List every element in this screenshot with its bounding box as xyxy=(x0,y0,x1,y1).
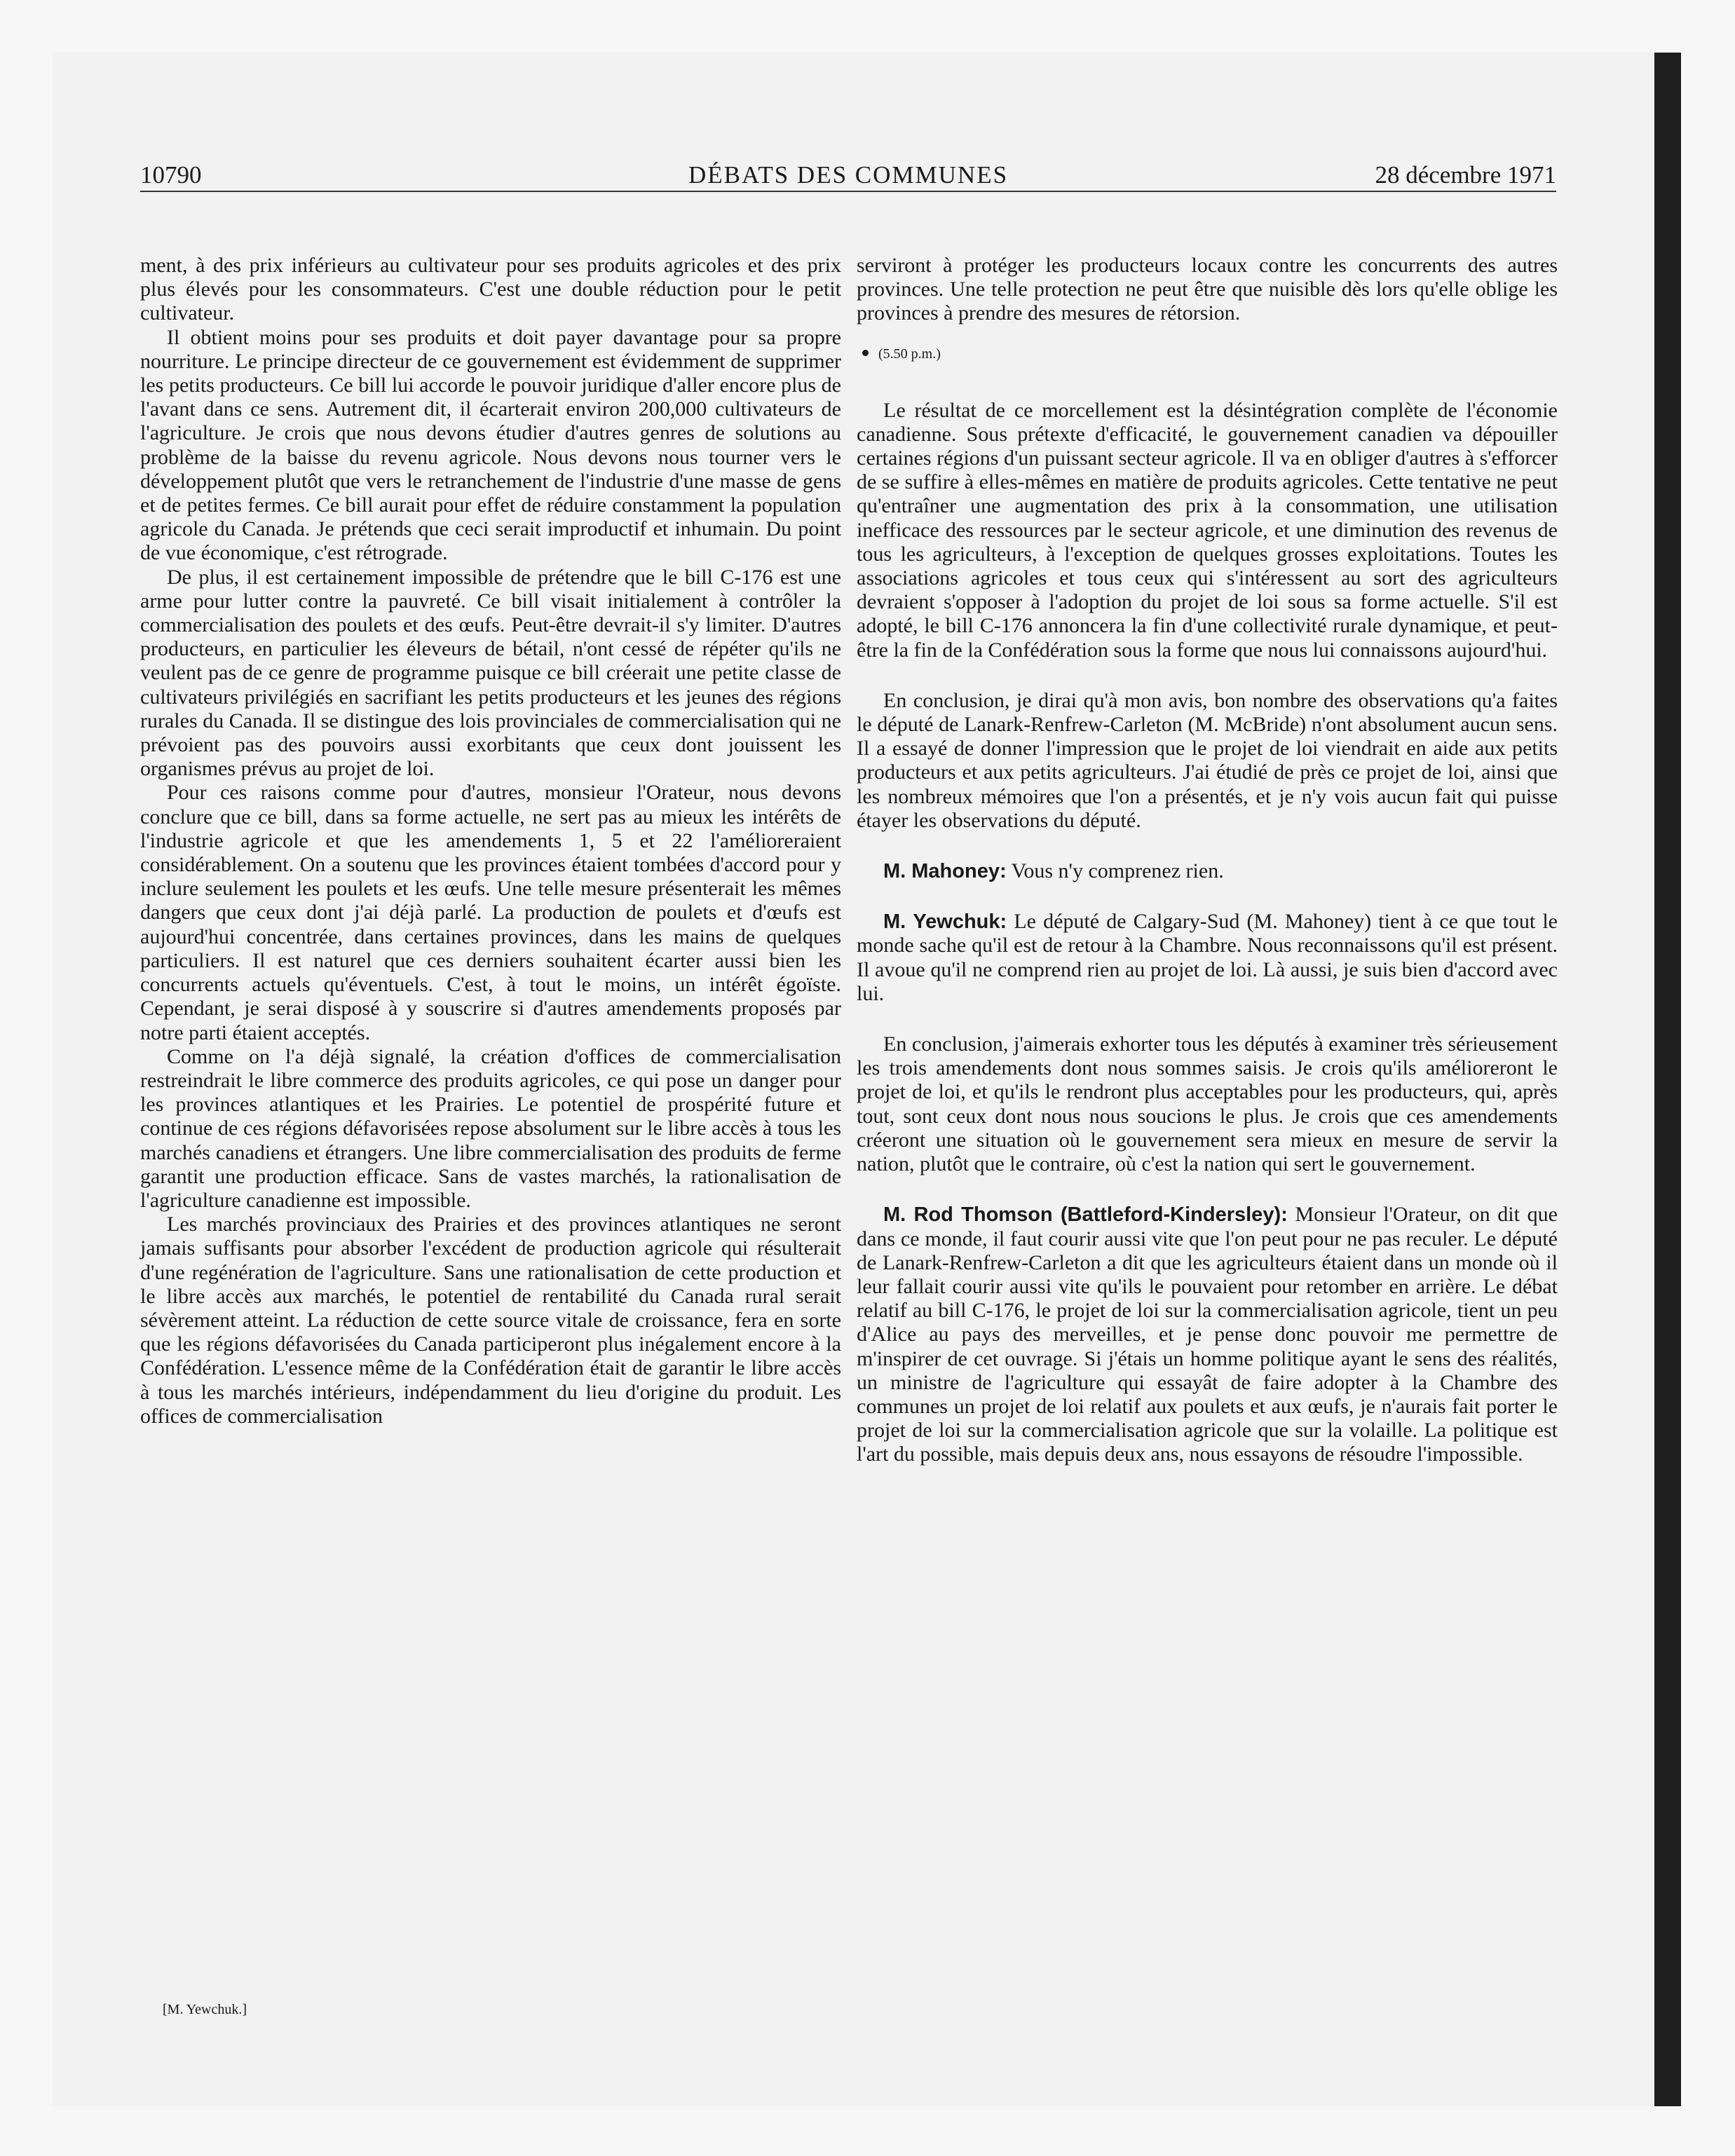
page-header xyxy=(140,160,1556,192)
paragraph: Comme on l'a déjà signalé, la création d'offices de commercialisation restreindrait le libre commerce des produits agricoles, ce qui pose un danger pour les provinces atlantiques et les Prairies. Le potentiel de prospérité future et continue de ces régions défavorisées repose absolument sur le libre accès à tous les marchés canadiens et étrangers. Une libre commercialisation des produits de ferme garantit une production efficace. Sans de vastes marchés, la rationalisation de l'agriculture canadienne est impossible. xyxy=(140,1044,841,1212)
left-column xyxy=(140,254,841,1428)
issue-date: 28 décembre 1971 xyxy=(1375,161,1556,189)
speaker-paragraph xyxy=(857,1203,1558,1466)
speech-text: Monsieur l'Orateur, on dit que dans ce monde, il faut courir aussi vite que l'on peut pour ne pas reculer. Le député de Lanark-Renfrew-Carleton a dit que les agriculteurs étaient dans un monde où il leur fallait courir aussi vite qu'ils le pouvaient pour retomber en arrière. Le débat relatif au bill C-176, le projet de loi sur la commercialisation agricole, tient un peu d'Alice au pays des merveilles, et je pense donc pouvoir me permettre de m'inspirer de cet ouvrage. Si j'étais un homme politique ayant le sens des réalités, un ministre de l'agriculture qui essayât de faire adopter à la Chambre des communes un projet de loi relatif aux poulets et aux œufs, je n'aurais fait porter le projet de loi sur la commercialisation agricole que sur la volaille. La politique est l'art du possible, mais depuis deux ans, nous essayons de résoudre l'impossible. xyxy=(857,1203,1558,1466)
paragraph: En conclusion, je dirai qu'à mon avis, bon nombre des observations qu'a faites le député de Lanark-Renfrew-Carleton (M. McBride) n'ont absolument aucun sens. Il a essayé de donner l'impression que le projet de loi viendrait en aide aux petits producteurs et aux petits agriculteurs. J'ai étudié de près ce projet de loi, ainsi que les nombreux mémoires que l'on a présentés, et je n'y vois aucun fait qui puisse étayer les observations du député. xyxy=(857,688,1558,832)
speaker-name: M. Rod Thomson (Battleford-Kindersley): xyxy=(883,1203,1288,1227)
time-marker xyxy=(857,344,1558,364)
paragraph: En conclusion, j'aimerais exhorter tous les députés à examiner très sérieusement les trois amendements dont nous sommes saisis. Je crois qu'ils amélioreront le projet de loi, et qu'ils le rendront plus acceptables pour les producteurs, qui, après tout, sont ceux dont nous nous soucions le plus. Je crois que ces amendements créeront une situation où le gouvernement sera mieux en mesure de servir la nation, plutôt que le contraire, où c'est la nation qui sert le gouvernement. xyxy=(857,1032,1558,1176)
paragraph: Le résultat de ce morcellement est la désintégration complète de l'économie canadienne. Sous prétexte d'efficacité, le gouvernement canadien va dépouiller certaines régions d'un puissant secteur agricole. Il va en obliger d'autres à s'efforcer de se suffire à elles-mêmes en matière de produits agricoles. Cette tentative ne peut qu'entraîner une augmentation des prix à la consommation, une utilisation inefficace des ressources par le secteur agricole, et une diminution des revenus de tous les agriculteurs, à l'exception de quelques grosses exploitations. Toutes les associations agricoles et tous ceux qui s'intéressent au sort des agriculteurs devraient s'opposer à l'adoption du projet de loi sous sa forme actuelle. S'il est adopté, le bill C-176 annoncera la fin d'une collectivité rurale dynamique, et peut-être la fin de la Confédération sous la forme que nous lui connaissons aujourd'hui. xyxy=(857,398,1558,662)
speaker-name: M. Yewchuk: xyxy=(883,910,1007,934)
paragraph: serviront à protéger les producteurs locaux contre les concurrents des autres provinces. Une telle protection ne peut être que nuisible dès lors qu'elle oblige les provinces à prendre des mesures de rétorsion. xyxy=(857,254,1558,325)
page-number: 10790 xyxy=(140,161,202,189)
speaker-paragraph xyxy=(857,910,1558,1006)
paragraph: Pour ces raisons comme pour d'autres, monsieur l'Orateur, nous devons conclure que ce bill, dans sa forme actuelle, ne sert pas au mieux les intérêts de l'industrie agricole et que les amendements 1, 5 et 22 l'amélioreraient considérablement. On a soutenu que les provinces étaient tombées d'accord pour y inclure seulement les poulets et les œufs. Une telle mesure présenterait les mêmes dangers que ceux dont j'ai déjà parlé. La production de poulets et d'œufs est aujourd'hui concentrée, dans certaines provinces, dans les mains de quelques particuliers. Il est naturel que ces derniers souhaitent écarter aussi bien les concurrents actuels qu'éventuels. C'est, à tout le moins, un intérêt égoïste. Cependant, je serai disposé à y souscrire si d'autres amendements proposés par notre parti étaient acceptés. xyxy=(140,781,841,1044)
speech-text: Vous n'y comprenez rien. xyxy=(1006,859,1224,883)
bullet-icon xyxy=(862,350,869,356)
speaker-footer-tag: [M. Yewchuk.] xyxy=(163,2002,247,2017)
speaker-name: M. Mahoney: xyxy=(883,860,1007,883)
publication-title: DÉBATS DES COMMUNES xyxy=(688,161,1009,189)
paragraph: ment, à des prix inférieurs au cultivateur pour ses produits agricoles et des prix plus élevés pour les consommateurs. C'est une double réduction pour le petit cultivateur. xyxy=(140,254,841,325)
right-column xyxy=(857,254,1558,1467)
paragraph: Les marchés provinciaux des Prairies et des provinces atlantiques ne seront jamais suffisants pour absorber l'excédent de production agricole qui résulterait d'une regénération de l'agriculture. Sans une rationalisation de cette production et le libre accès aux marchés, le potentiel de rentabilité du Canada rural serait sévèrement atteint. La réduction de cette source vitale de croissance, fera en sorte que les régions défavorisées du Canada participeront plus inégalement encore à la Confédération. L'essence même de la Confédération était de garantir le libre accès à tous les marchés intérieurs, indépendamment du lieu d'origine du produit. Les offices de commercialisation xyxy=(140,1213,841,1428)
paragraph: Il obtient moins pour ses produits et doit payer davantage pour sa propre nourriture. Le principe directeur de ce gouvernement est évidemment de supprimer les petits producteurs. Ce bill lui accorde le pouvoir juridique d'aller encore plus de l'avant dans ce sens. Autrement dit, il écarterait environ 200,000 cultivateurs de l'agriculture. Je crois que nous devons étudier d'autres genres de solutions au problème de la baisse du revenu agricole. Nous devons nous tourner vers le développement plutôt que vers le retranchement de l'industrie d'une masse de gens et de petites fermes. Ce bill aurait pour effet de réduire constamment la population agricole du Canada. Je prétends que ceci serait improductif et inhumain. Du point de vue économique, c'est rétrograde. xyxy=(140,325,841,565)
speech-text: Le député de Calgary-Sud (M. Mahoney) tient à ce que tout le monde sache qu'il est de retour à la Chambre. Nous reconnaissons qu'il est présent. Il avoue qu'il ne comprend rien au projet de loi. Là aussi, je suis bien d'accord avec lui. xyxy=(857,910,1558,1005)
scan-edge-bar xyxy=(1654,53,1681,2106)
paragraph: De plus, il est certainement impossible de prétendre que le bill C-176 est une arme pour lutter contre la pauvreté. Ce bill visait initialement à contrôler la commercialisation des poulets et des œufs. Peut-être devrait-il s'y limiter. D'autres producteurs, en particulier les éleveurs de bétail, n'ont cessé de répéter qu'ils ne veulent pas de ce genre de programme puisque ce bill créerait une petite classe de cultivateurs privilégiés en sacrifiant les petits producteurs et les jeunes des régions rurales du Canada. Il se distingue des lois provinciales de commercialisation qui ne prévoient pas des pouvoirs aussi exorbitants que ceux dont jouissent les organismes prévus au projet de loi. xyxy=(140,565,841,781)
time-marker-text: (5.50 p.m.) xyxy=(878,346,941,362)
speaker-paragraph xyxy=(857,859,1558,883)
